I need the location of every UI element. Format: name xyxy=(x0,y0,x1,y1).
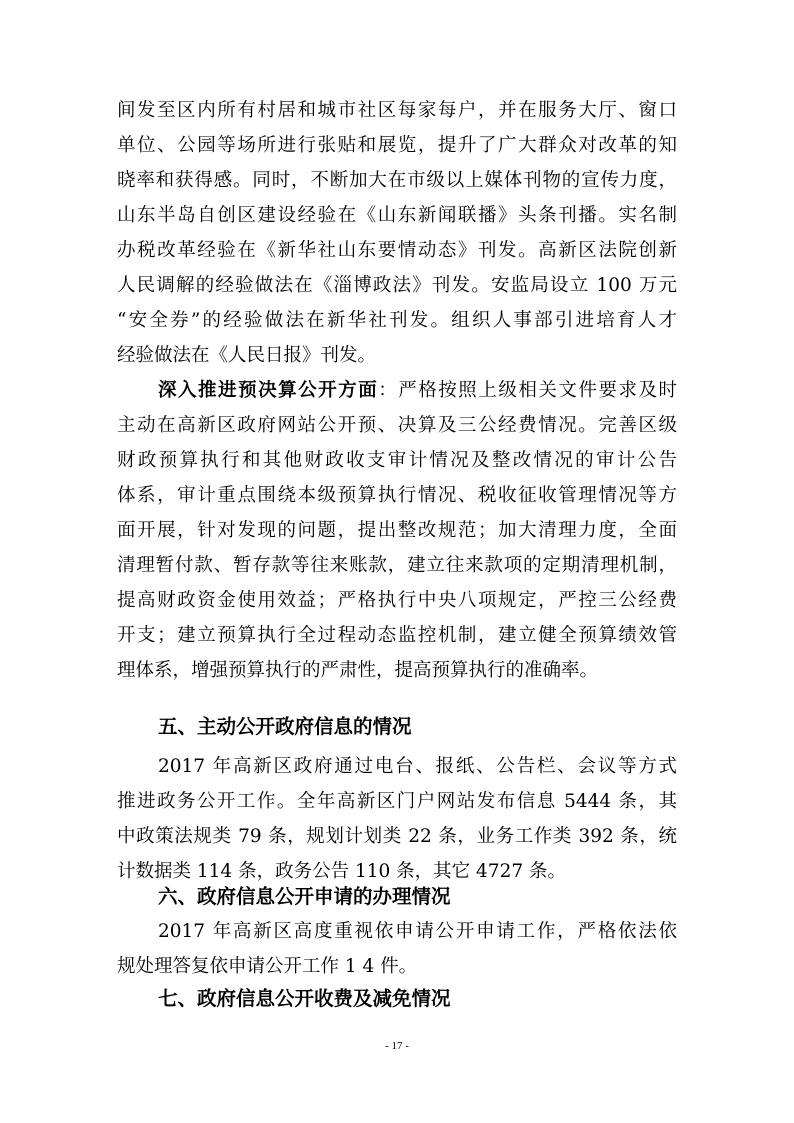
body-text-line: 清理暂付款、暂存款等往来账款，建立往来款项的定期清理机制， xyxy=(117,555,677,576)
body-text-line: 晓率和获得感。同时，不断加大在市级以上媒体刊物的宣传力度， xyxy=(117,170,677,191)
paragraph-first-line xyxy=(158,376,677,406)
body-text-line: 规处理答复依申请公开工作 1 4 件。 xyxy=(117,956,418,977)
body-text-line: 理体系，增强预算执行的严肃性，提高预算执行的准确率。 xyxy=(117,660,599,681)
body-text-line: 主动在高新区政府网站公开预、决算及三公经费情况。完善区级 xyxy=(117,415,677,436)
body-text-line: 中政策法规类 79 条，规划计划类 22 条，业务工作类 392 条，统 xyxy=(117,826,677,847)
body-text-line: 间发至区内所有村居和城市社区每家每户，并在服务大厅、窗口 xyxy=(117,100,677,121)
body-text-line: 2017 年高新区政府通过电台、报纸、公告栏、会议等方式 xyxy=(158,756,677,777)
body-text-line: 山东半岛自创区建设经验在《山东新闻联播》头条刊播。实名制 xyxy=(117,205,677,226)
section-heading: 七、政府信息公开收费及减免情况 xyxy=(158,987,451,1010)
paragraph-lead: 深入推进预决算公开方面 xyxy=(158,380,379,401)
body-text-line: 体系，审计重点围绕本级预算执行情况、税收征收管理情况等方 xyxy=(117,485,677,506)
body-text-line: 开支；建立预算执行全过程动态监控机制，建立健全预算绩效管 xyxy=(117,625,677,646)
body-text-line: 提高财政资金使用效益；严格执行中央八项规定，严控三公经费 xyxy=(117,590,677,611)
body-text-line: 财政预算执行和其他财政收支审计情况及整改情况的审计公告 xyxy=(117,450,677,471)
section-heading: 六、政府信息公开申请的办理情况 xyxy=(158,885,451,908)
body-text-line: 推进政务公开工作。全年高新区门户网站发布信息 5444 条，其 xyxy=(117,791,677,812)
section-heading: 五、主动公开政府信息的情况 xyxy=(158,715,412,738)
body-text-line: 办税改革经验在《新华社山东要情动态》刊发。高新区法院创新 xyxy=(117,240,677,261)
body-text-line: 计数据类 114 条，政务公告 110 条，其它 4727 条。 xyxy=(117,861,566,882)
body-text-line: 人民调解的经验做法在《淄博政法》刊发。安监局设立 100 万元 xyxy=(117,275,677,296)
body-text-line: 单位、公园等场所进行张贴和展览，提升了广大群众对改革的知 xyxy=(117,135,677,156)
body-text-line: “安全券”的经验做法在新华社刊发。组织人事部引进培育人才 xyxy=(117,310,677,331)
body-text-line: 面开展，针对发现的问题，提出整改规范；加大清理力度，全面 xyxy=(117,520,677,541)
page-number: - 17 - xyxy=(385,1040,409,1052)
body-text-line: 经验做法在《人民日报》刊发。 xyxy=(117,345,377,366)
paragraph-lead-rest: ：严格按照上级相关文件要求及时 xyxy=(378,380,677,401)
body-text-line: 2017 年高新区高度重视依申请公开申请工作，严格依法依 xyxy=(158,921,677,942)
